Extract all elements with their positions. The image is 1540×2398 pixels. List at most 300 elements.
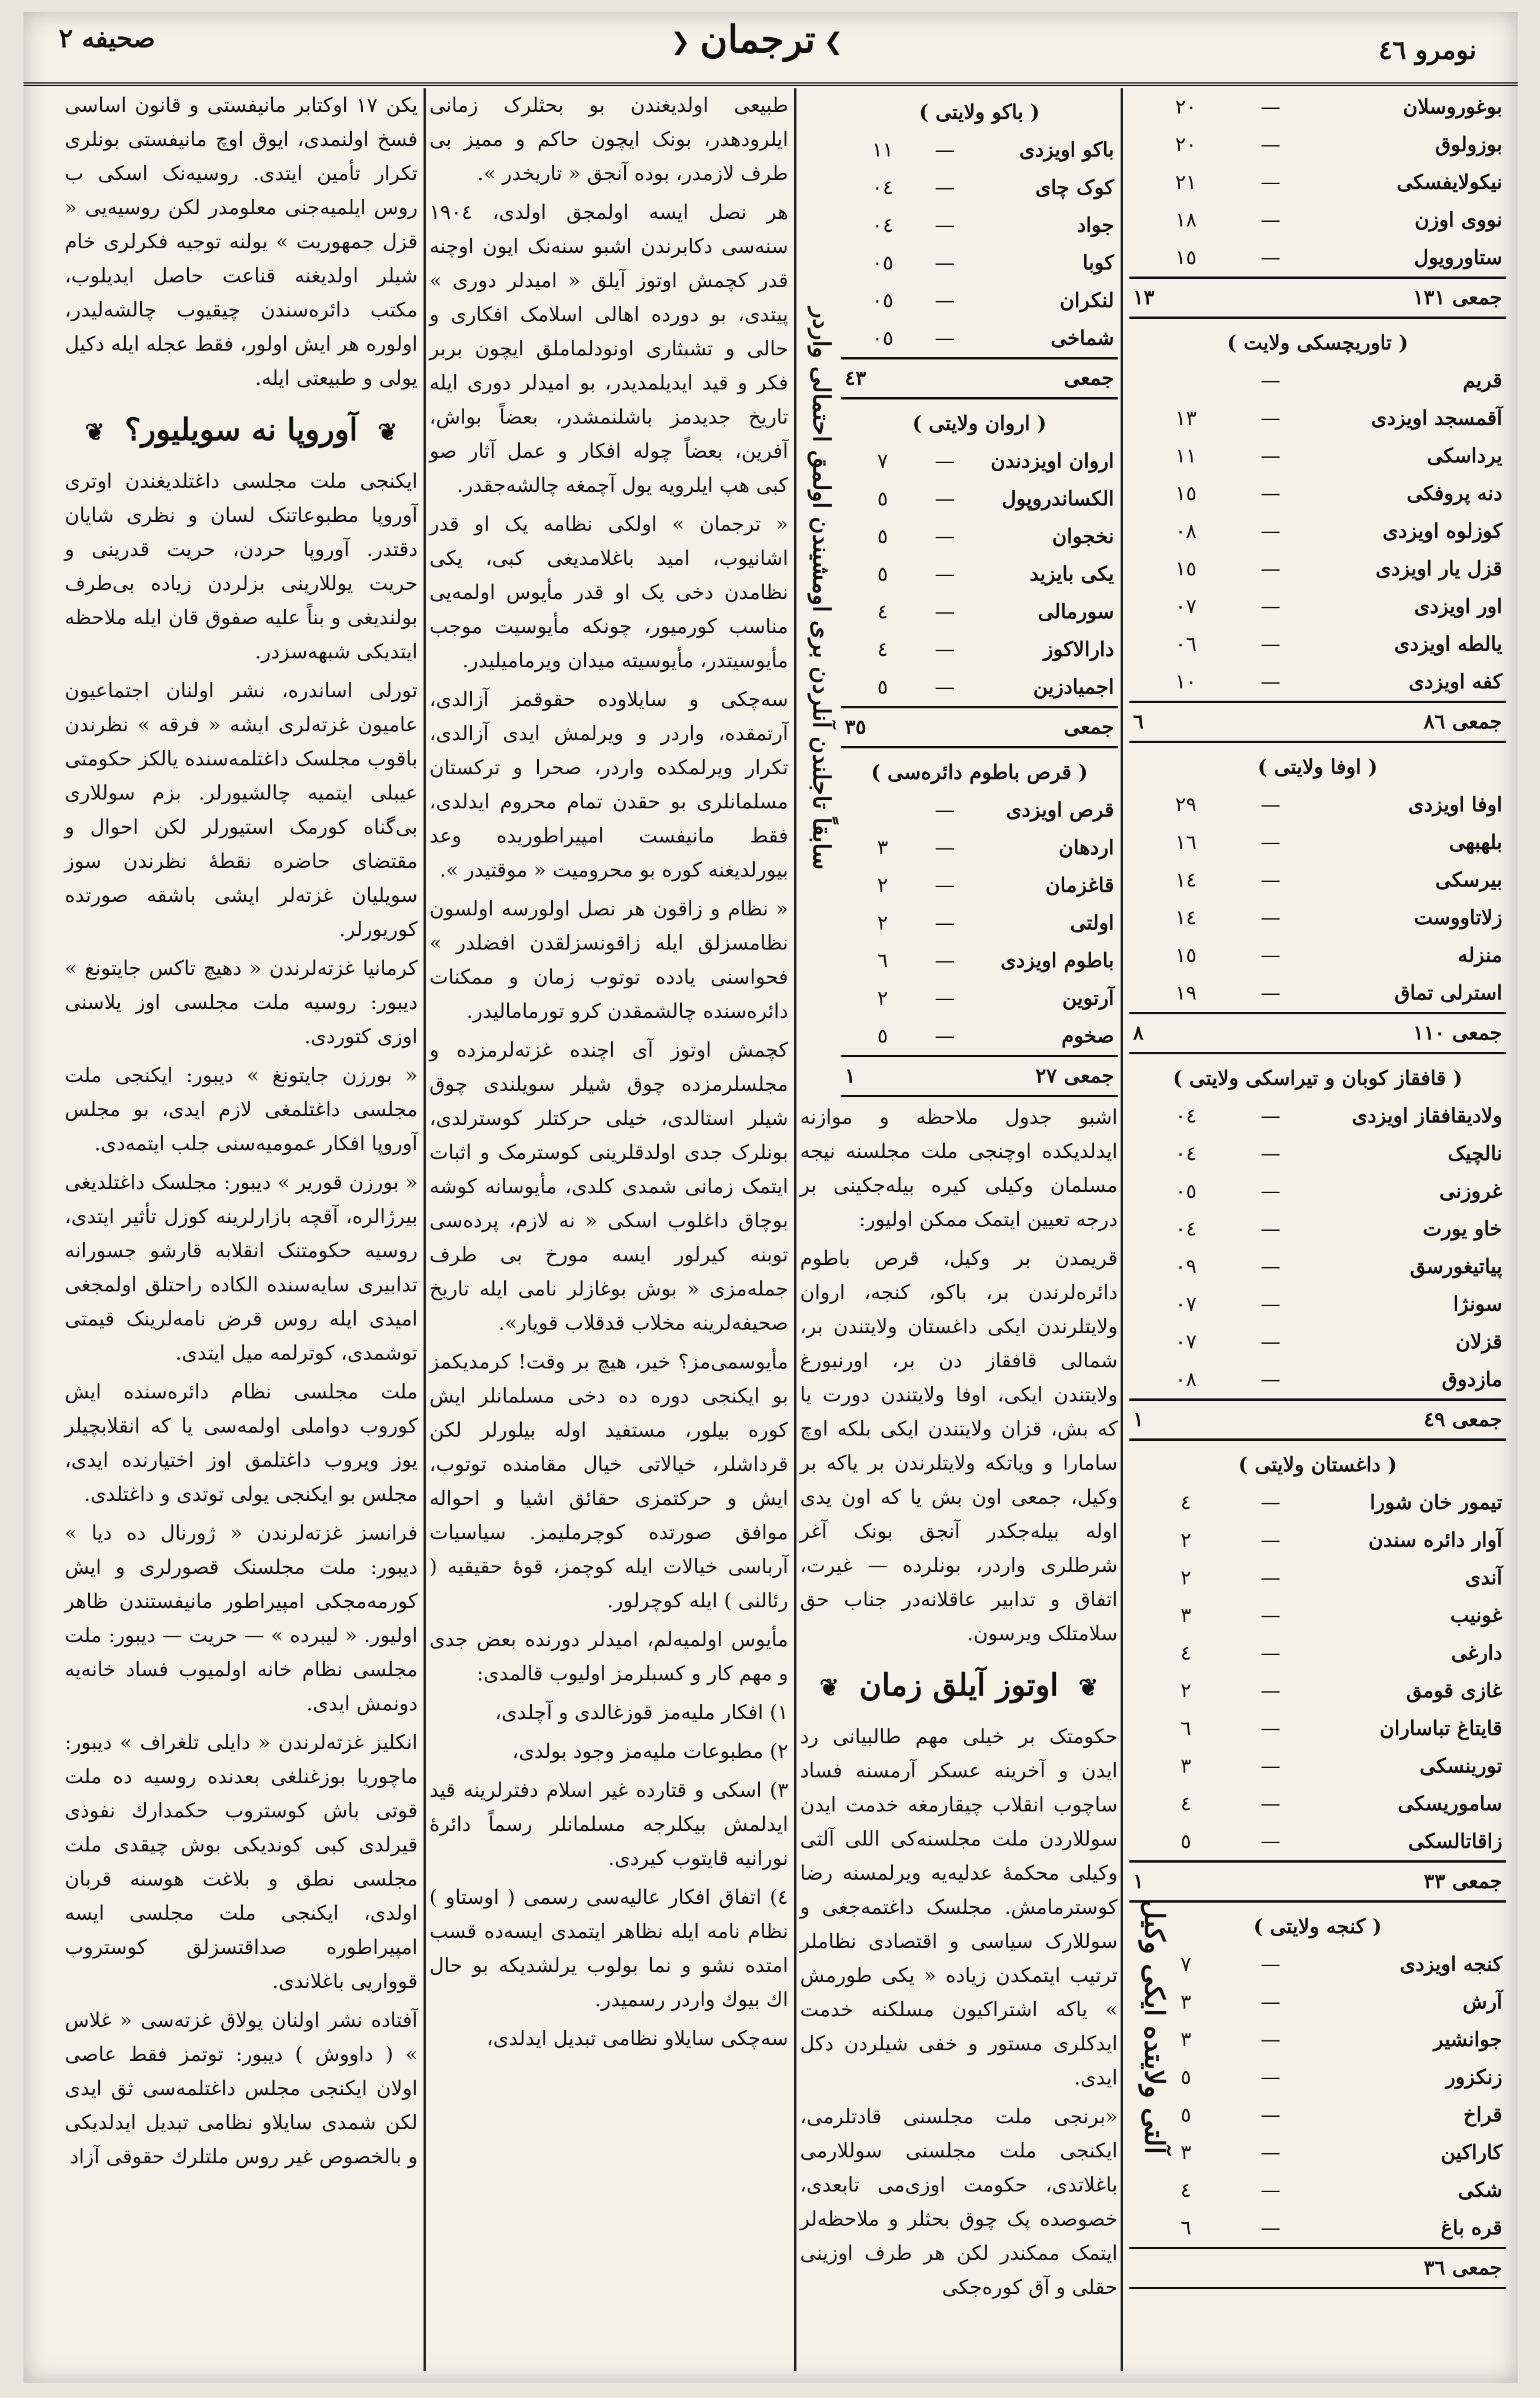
dash-separator: — [1261, 670, 1281, 694]
district-count: ٠٦ [1175, 632, 1197, 656]
district-name: ستاورویول [1414, 246, 1502, 269]
district-name: اروان اویزدندن [990, 449, 1114, 473]
district-count: ١٥ [1175, 557, 1197, 581]
district-count: ٠٨ [1175, 519, 1197, 543]
table-total-row [1129, 1400, 1506, 1440]
dash-separator: — [935, 525, 955, 548]
total-label: جمعی ٤٩ [1242, 1400, 1506, 1440]
district-name: قرص اویزدی [1006, 798, 1114, 822]
district-name: اولتی [1070, 911, 1114, 935]
dash-separator: — [935, 138, 955, 162]
article-paragraph: حکومتک بر خیلی مهم طالبیانی رد ایدن و آخرینه عسکر آرمسنه فساد ساچوب انقلاب چیقارمغه خدمت ایدن سوللاردن ملت مجلسنه‌کی اللی آلتی وکیلی محکمهٔ عدلیه‌یه ویرلمسنه رضا کوسترمامش. مجلسک داغتمه‌جغی و سوللارک سیاسی و اقتصادی نظاملر ترتیب ایتمکدن زیاده « یکی طورمش » یاکه اشتراکیون مسلکنه خدمت ایدکلری مستور و خفی شیلردن دکل ایدی. [800, 1725, 1118, 2090]
total-label: جمعی [924, 358, 1118, 398]
dash-separator: — [1261, 1330, 1281, 1354]
district-count: ٤ [1180, 1641, 1192, 1665]
total-label: جمعی ٣٣ [1242, 1861, 1506, 1901]
table-row [1129, 1210, 1506, 1248]
district-count: ٢٩ [1175, 793, 1197, 817]
table-row [1129, 1823, 1506, 1861]
dash-separator: — [1261, 519, 1281, 543]
section-heading-text: ( کنجه ولایتی ) [1253, 1915, 1382, 1939]
district-count: ٠٤ [872, 176, 894, 199]
dash-separator: — [1261, 1953, 1281, 1976]
table-total-row [841, 1056, 1118, 1096]
total-value: ٤٣ [841, 358, 924, 398]
dash-separator: — [1261, 2066, 1281, 2089]
district-count: ١١ [872, 138, 894, 162]
table-row [1129, 126, 1506, 164]
district-count [1129, 362, 1242, 399]
dash-separator: — [1261, 482, 1281, 505]
table-section-heading [1129, 1053, 1506, 1097]
article-paragraph: طبیعی اولدیغندن بو بحثلرک زمانی ایلرودهدر، بونک ایچون حاکم و ممیز بی طرف لازمدر، بوده آنجق « تاریخدر ». [429, 94, 788, 185]
district-count: ٥ [877, 525, 888, 548]
table-row [1129, 437, 1506, 475]
table-row [1129, 2059, 1506, 2096]
column-4 [65, 88, 418, 2179]
ornament-icon: ❦ [819, 1674, 839, 1701]
district-count: ٦ [1180, 2216, 1192, 2240]
dash-separator: — [1261, 1180, 1281, 1203]
district-count: ١٥ [1175, 482, 1197, 505]
district-count: ٢ [1180, 1528, 1192, 1552]
list-item: ٢) مطبوعات ملیه‌مز وجود بولدی، [512, 1740, 788, 1763]
table-row [1129, 974, 1506, 1013]
district-name: آقمسجد اویزدی [1371, 407, 1502, 430]
table-row [1129, 1946, 1506, 1983]
dash-separator: — [1261, 1792, 1281, 1816]
total-label: جمعی ٣٦ [1242, 2248, 1506, 2288]
district-name: بیرسکی [1435, 868, 1502, 892]
total-label: جمعی [924, 707, 1118, 747]
table-row [1129, 1634, 1506, 1672]
dash-separator: — [1261, 981, 1281, 1005]
newspaper-page [24, 12, 1518, 2383]
table-row [1129, 2171, 1506, 2209]
district-name: ولادیقافقاز اویزدی [1352, 1104, 1502, 1128]
dash-separator: — [1261, 1142, 1281, 1165]
district-name: اور اویزدی [1414, 595, 1502, 618]
dash-separator: — [1261, 1604, 1281, 1627]
district-name: نووی اوزن [1414, 208, 1502, 232]
district-name: شکی [1458, 2179, 1502, 2202]
table-row [1129, 1672, 1506, 1710]
district-name: نخجوان [1052, 525, 1114, 548]
district-count: ٢٠ [1175, 133, 1197, 156]
district-name: دارالاکوز [1043, 638, 1114, 661]
district-name: جوانشیر [1434, 2028, 1502, 2051]
ornament-icon: ❦ [378, 418, 398, 446]
district-name: صخوم [1061, 1024, 1114, 1048]
district-name: غروزنی [1439, 1180, 1502, 1203]
list-item: ٤) اتفاق افکار عالیه‌سی رسمی ( اوستاو ) نظام نامه ایله نظاهر ایتمدی ایسه‌ده قسب امتده نشو و نما بولوب یرلشدیکه بو حال اك بیوك واردر رسمیدر. [429, 1886, 788, 2011]
table-row [1129, 861, 1506, 899]
column-2-vertical-note: سابقاً تاجلندن آنلردن بری اومشیندن اولمق احتمالی واردر [808, 307, 835, 870]
total-value: ١ [1129, 1400, 1242, 1440]
dash-separator: — [1261, 1679, 1281, 1703]
table-section-heading [1129, 1901, 1506, 1946]
district-count: ٤ [877, 638, 888, 661]
article-paragraph: اشبو جدول ملاحظه و موازنه ایدلدیکده اوچنجی ملت مجلسنه نیجه مسلمان وکیلی کیره بیله‌جکینی بر درجه تعیین ایتمک ممکن اولیور: [800, 1105, 1118, 1231]
table-row [1129, 937, 1506, 974]
table-section-heading [841, 88, 1118, 131]
table-section-heading [1129, 742, 1506, 786]
article-paragraph: مأیوس اولمیه‌لم، امیدلر دورنده بعض جدی و مهم کار و کسبلرمز اولیوب قالمدی: [429, 1628, 788, 1686]
table-row [1129, 1521, 1506, 1559]
table-row [841, 518, 1118, 555]
table-row [1129, 824, 1506, 861]
column-rule [1121, 88, 1123, 2371]
district-name: آرش [1462, 1990, 1502, 2014]
district-count: ٠٤ [872, 214, 894, 237]
district-name: پیاتیغورسق [1409, 1255, 1502, 1278]
dash-separator: — [935, 874, 955, 897]
dash-separator: — [1261, 1990, 1281, 2014]
table-total-row [1129, 2248, 1506, 2288]
table-total-row [841, 358, 1118, 398]
table-row [1129, 1323, 1506, 1361]
district-count: ١٤ [1175, 868, 1197, 892]
dash-separator: — [1261, 1830, 1281, 1853]
district-name: کاراکین [1441, 2141, 1502, 2164]
dash-separator: — [935, 798, 955, 822]
district-count: ٠٩ [1175, 1255, 1197, 1278]
table-row [1129, 1173, 1506, 1210]
district-name: آرتوین [1062, 987, 1114, 1010]
table-row [1129, 2096, 1506, 2134]
table-row [841, 980, 1118, 1017]
dash-separator: — [1261, 1293, 1281, 1316]
district-name: شماخی [1051, 327, 1114, 350]
table-row [1129, 1285, 1506, 1323]
table-total-row [1129, 278, 1506, 318]
dash-separator: — [935, 487, 955, 511]
district-name: نالچیک [1448, 1142, 1502, 1165]
district-count: ٢ [877, 874, 888, 897]
district-name: قزلان [1455, 1330, 1502, 1354]
dash-separator: — [1261, 2028, 1281, 2051]
total-value: ٣٥ [841, 707, 924, 747]
district-count: ٠٥ [872, 327, 894, 350]
column-rule [794, 88, 796, 2371]
district-count: ٧ [877, 449, 888, 473]
table-row [1129, 1710, 1506, 1747]
table-row [841, 1017, 1118, 1056]
table-total-row [1129, 702, 1506, 742]
heading-text: آوروپا نه سویلیور؟ [124, 412, 358, 448]
table-row [1129, 588, 1506, 625]
district-count: ٤ [877, 600, 888, 624]
total-value: ٦ [1129, 702, 1242, 742]
table-row [1129, 512, 1506, 550]
table-row [841, 942, 1118, 980]
ornament-icon: ❦ [1078, 1674, 1098, 1701]
district-count: ٣ [1180, 1604, 1192, 1627]
column-2 [800, 88, 1118, 2371]
dash-separator: — [1261, 171, 1281, 194]
district-name: خاو یورت [1422, 1217, 1502, 1241]
page-number: صحيفه ٢ [59, 24, 155, 54]
district-name: سونژا [1453, 1293, 1502, 1316]
dash-separator: — [935, 836, 955, 860]
table-row [841, 442, 1118, 480]
table-row [1129, 475, 1506, 512]
dash-separator: — [935, 949, 955, 972]
table-row [1129, 1484, 1506, 1521]
table-row [1129, 1597, 1506, 1634]
article-paragraph: «برنجی ملت مجلسنی قادتلرمی، ایکنجی ملت مجلسنی سوللارمی باغلاتدی، حکومت اوزی‌می تابعدی، خصوصده پک چوق بحثلر و ملاحظه‌لر ایتمک ممکندر لکن هر طرف اوزینی حقلی و آق کوره‌جکی [800, 2105, 1118, 2299]
article-heading [800, 1667, 1118, 1703]
district-name: الکساندروپول [1001, 487, 1114, 511]
issue-number: نومرو ٤٦ [1378, 35, 1476, 65]
dash-separator: — [935, 600, 955, 624]
total-value: ١ [841, 1056, 924, 1096]
district-name: زلاتاووست [1414, 906, 1502, 930]
district-name: اجمیادزین [1033, 675, 1114, 699]
table-row [841, 244, 1118, 282]
total-value: ١٣ [1129, 278, 1242, 318]
table-section-heading [841, 398, 1118, 442]
dash-separator: — [935, 562, 955, 586]
district-count: ٢ [877, 911, 888, 935]
district-count: ١٦ [1175, 831, 1197, 854]
district-name: یرداسکی [1426, 444, 1502, 468]
district-count: ٥ [1180, 1830, 1192, 1853]
dash-separator: — [1261, 632, 1281, 656]
article-paragraph: ملت مجلسی نظام دائره‌سنده ایش کوروب دواملی اولمه‌سی یا که انقلابچیلر یوز ویروب داغتلمق اوز اختیارنده ایدی، مجلس بو ایکنجی یولی توتدی و داغتلدی. [65, 1380, 418, 1506]
district-name: تیمور خان شورا [1369, 1491, 1502, 1514]
table-row [1129, 1097, 1506, 1135]
district-count: ٥ [1180, 2066, 1192, 2089]
table-row [1129, 399, 1506, 437]
dash-separator: — [1261, 2216, 1281, 2240]
table-row [1129, 786, 1506, 824]
district-name: کوزلوه اویزدی [1382, 519, 1502, 543]
district-count: ٣ [1180, 1754, 1192, 1778]
section-heading-text: ( تاوریچسکی ولایت ) [1227, 331, 1408, 355]
section-heading-text: ( باکو ولایتی ) [919, 101, 1040, 124]
dash-separator: — [1261, 793, 1281, 817]
district-count: ١٥ [1175, 246, 1197, 269]
constituency-table-1 [1129, 88, 1506, 2289]
article-paragraph: « ترجمان » اولکی نظامه یک او قدر اشانیوب، امید باغلامدیغی کبی، یکی نظامدن دخی یک او قدر مأیوس اولمه‌یی مناسب کورمیور، چونکه مأیوسیت موجب مأیوسیتدر، مأیوسیته میدان ویرمامیلیدر. [429, 512, 788, 672]
column-2-table-wrap [841, 88, 1118, 1097]
district-name: تورینسکی [1419, 1754, 1502, 1778]
district-name: کنجه اویزدی [1399, 1953, 1502, 1976]
district-count: ٠٧ [1175, 1293, 1197, 1316]
district-count [841, 791, 924, 829]
district-name: قریم [1462, 369, 1502, 392]
section-heading-text: ( داغستان ولایتی ) [1238, 1453, 1397, 1477]
district-count: ٥ [877, 1024, 888, 1048]
table-row [1129, 2134, 1506, 2171]
article-heading [65, 412, 418, 448]
dash-separator: — [1261, 868, 1281, 892]
article-paragraph: آفتاده نشر اولنان یولاق غزته‌سی « غلاس » ( داووش ) دیبور: توتمز فقط عاصی اولان ایکنجی مجلس داغتلمه‌سی ثق ایدی لکن شمدی سایلاو نظامی تبدیل ایدلدیکی و بالخصوص غیر روس ملتلرك حقوقی آزاد [65, 2009, 418, 2169]
ornament-icon: ❦ [85, 418, 105, 446]
district-name: باطوم اویزدی [1000, 949, 1114, 972]
district-name: سورمالی [1038, 600, 1114, 624]
dash-separator: — [935, 675, 955, 699]
table-row [841, 480, 1118, 518]
table-row [1129, 1248, 1506, 1285]
table-row [1129, 164, 1506, 201]
district-count: ٤ [1180, 1491, 1192, 1514]
table-row [841, 867, 1118, 904]
district-count: ١٥ [1175, 944, 1197, 967]
table-section-heading [1129, 1440, 1506, 1484]
district-count: ٣ [1180, 2141, 1192, 2164]
district-count: ٠٥ [1175, 1180, 1197, 1203]
column-1-table [1129, 88, 1506, 2289]
table-row [1129, 1559, 1506, 1597]
district-count: ٠٤ [1175, 1104, 1197, 1128]
district-name: بوزولوق [1435, 133, 1502, 156]
ornament-icon: ❮ [671, 28, 691, 55]
table-row [841, 555, 1118, 593]
article-paragraph: سه‌چکی سایلاو نظامی تبدیل ایدلدی، [486, 2027, 788, 2050]
district-name: دنه پروفکی [1406, 482, 1502, 505]
district-count: ٣ [1180, 1990, 1192, 2014]
dash-separator: — [1261, 1566, 1281, 1590]
article-paragraph: تورلی اساندره، نشر اولنان اجتماعیون عامیون غزته‌لری ایشه « فرقه » نظرندن باقوب مجلسک داغتلمه‌سنده یالکز حکومتی عیبلی ایتمیه چالشیورلر. بزم سوللاری بی‌گناه کورمک استیورلر لکن احوال و مقتضای حاضره نقطهٔ نظرندن سوز سویلیان غزته‌لر ایشی باشقه صورتده کوریورلر. [65, 679, 418, 941]
table-row [1129, 1983, 1506, 2021]
article-paragraph: کچمش اوتوز آی اچنده غزته‌لرمزده و مجلسلرمزده چوق شیلر سویلندی چوق شیلر استالدی، خیلی حرکتلر کوسترلدی، بونلرک جدی اولدقلرینی کوسترمک و اثبات ایتمک زمانی شمدی کلدی، مأیوسانه کوشه بوچاق داغلوب اسکی « نه لازم، پرده‌سی توبنه کیرلور ایسه مورخ بی طرف جمله‌مزی « بوش بوغازلر نامی ایله تاریخ صحیفه‌لرینه مخلاب قدقلاب قویار». [429, 1038, 788, 1335]
dash-separator: — [1261, 831, 1281, 854]
table-row [841, 593, 1118, 631]
district-count: ٣ [877, 836, 888, 860]
dash-separator: — [1261, 595, 1281, 618]
district-name: زنکزور [1445, 2066, 1502, 2089]
district-name: آندی [1465, 1566, 1502, 1590]
district-name: غونیب [1450, 1604, 1502, 1627]
table-row [1129, 362, 1506, 399]
section-heading-text: ( قرص باطوم دائره‌سی ) [871, 761, 1088, 784]
district-name: کفه اویزدی [1408, 670, 1502, 694]
district-count: ١٩ [1175, 981, 1197, 1005]
dash-separator: — [935, 1024, 955, 1048]
dash-separator: — [1261, 2103, 1281, 2127]
district-count: ٠٨ [1175, 1368, 1197, 1391]
dash-separator: — [1261, 1255, 1281, 1278]
table-section-heading [1129, 318, 1506, 362]
table-section-heading [841, 747, 1118, 791]
district-name: کوک چای [1035, 176, 1114, 199]
district-name: اوفا اویزدی [1408, 793, 1502, 817]
table-row [841, 631, 1118, 668]
dash-separator: — [935, 638, 955, 661]
table-row [841, 791, 1118, 829]
district-name: اردهان [1058, 836, 1114, 860]
dash-separator: — [935, 214, 955, 237]
article-paragraph: مأیوسمی‌مز؟ خیر، هیچ بر وقت! کرمدیکمز بو ایکنجی دوره ده دخی مسلمانلر ایش کوره بیلور، مستفید اوله بیلورلر لکن قرداشلر، خیالاتی خیال مقامنده توتوب، ایش و حرکتمزی حقائق اشیا و احواله موافق صورتده کوچرملیمز. سیاسیات آرباسی خیالات ایله کوچمز، قوهٔ حقیقیه ( رئالنی ) ایله کوچرلور. [429, 1350, 788, 1613]
table-total-row [1129, 1013, 1506, 1053]
dash-separator: — [1261, 246, 1281, 269]
district-name: جواد [1076, 214, 1114, 237]
column-2-article [800, 1100, 1118, 2309]
table-row [841, 319, 1118, 358]
dash-separator: — [1261, 1754, 1281, 1778]
table-row [1129, 88, 1506, 126]
district-count: ٠٤ [1175, 1142, 1197, 1165]
constituency-table-2 [841, 88, 1118, 1097]
district-count: ٠٧ [1175, 1330, 1197, 1354]
district-name: آوار دائره سندن [1368, 1528, 1502, 1552]
section-heading-text: ( اروان ولایتی ) [912, 412, 1047, 435]
table-row [841, 668, 1118, 707]
district-name: غازی قومق [1406, 1679, 1502, 1703]
article-paragraph: ایکنجی ملت مجلسی داغتلدیغندن اوتری آوروپا مطبوعاتنک لسان و نظری شایان دقتدر. آوروپا حردن، حریت قدرینی و حریت یوللارینی بزلردن زیاده بی‌طرف بولندیغی و بناً علیه صفوق قان ایله ملاحظه ایتدیکی شبهه‌سزدر. [65, 469, 418, 664]
column-rule [424, 88, 426, 2371]
ornament-icon: ❯ [824, 28, 844, 55]
article-paragraph: یکن ١٧ اوکتابر مانیفستی و قانون اساسی فسخ اولنمدی، ایوق اوچ مانیفستی بونلری تکرار تأمین ایتدی. روسیه‌نک اسکی ب روس ایلمیه‌جنی معلومدر لکن روسیه‌یی « قزل جمهوریت » یولنه توجیه فکرلری خام شیلر اولدیغنه قناعت حاصل ایدیلوب، مکتب دائره‌سندن چیقیوب چالشه‌لیدر، اولوره هر ایش اولور، فقط عجله ایله دکیل یولی و طبیعتی ایله. [65, 94, 418, 390]
table-row [1129, 201, 1506, 239]
district-count: ٢١ [1175, 171, 1197, 194]
table-row [1129, 550, 1506, 588]
district-name: بوغوروسلان [1403, 95, 1502, 119]
district-name: ساموریسکی [1398, 1792, 1502, 1816]
district-count: ٠٤ [1175, 1217, 1197, 1241]
newspaper-title: ترجمان [700, 18, 816, 62]
table-row [1129, 2209, 1506, 2248]
table-row [1129, 1747, 1506, 1785]
list-item: ٣) اسکی و قتارده غیر اسلام دفترلرینه قید ایدلمش بیکلرجه مسلمانلر رسماً دائرهٔ نورانیه قایتوب کیردی. [429, 1778, 788, 1870]
district-name: مازدوق [1442, 1368, 1502, 1391]
article-paragraph: سه‌چکی و سایلاوده حقوقمز آزالدی، آرتمقده، واردر و ویرلمش ایدی آزالدی، تکرار ویرلمکده واردر، صحرا و ترکستان مسلمانلری بو حقدن تمام محروم ایدلدی، فقط مانیفست امپیراطوریده وعد بیورلدیغنه کوره بو محرومیت « موقتیدر ». [429, 688, 788, 882]
total-label: جمعی ٢٧ [924, 1056, 1118, 1096]
district-name: قایتاغ تباساران [1379, 1717, 1502, 1740]
dash-separator: — [935, 987, 955, 1010]
dash-separator: — [1261, 208, 1281, 232]
district-name: بلهبهی [1449, 831, 1502, 854]
table-row [841, 829, 1118, 867]
dash-separator: — [1261, 944, 1281, 967]
district-count: ٤ [1180, 1792, 1192, 1816]
district-count: ٣ [1180, 2028, 1192, 2051]
total-label: جمعی ٨٦ [1242, 702, 1506, 742]
district-count: ٥ [1180, 2103, 1192, 2127]
dash-separator: — [1261, 1641, 1281, 1665]
dash-separator: — [935, 251, 955, 275]
table-row [841, 131, 1118, 169]
district-count: ١٤ [1175, 906, 1197, 930]
district-count: ٤ [1180, 2179, 1192, 2202]
district-count: ٢٠ [1175, 95, 1197, 119]
article-paragraph: فرانسز غزته‌لرندن « ژورنال ده دیا » دیبور: ملت مجلسنک قصورلری و ایش کورمه‌مجکی امپیراطور مانیفستندن ظاهر اولیور. « لیبرده » — حریت — دیبور: ملت مجلسی نظام خانه اولمیوب فساد خانه‌یه دونمش ایدی. [65, 1521, 418, 1716]
dash-separator: — [1261, 369, 1281, 392]
district-count: ٥ [877, 675, 888, 699]
table-row [1129, 899, 1506, 937]
district-name: نیکولایفسکی [1396, 171, 1502, 194]
table-row [841, 207, 1118, 244]
district-count: ٦ [877, 949, 888, 972]
list-item: ١) افکار ملیه‌مز قوزغالدی و آچلدی، [495, 1701, 788, 1724]
article-paragraph: قریمدن بر وکیل، قرص باطوم دائره‌لرندن بر، باکو، کنجه، اروان ولایتلرندن ایکی داغستان ولایتندن بر، شمالی قافقاز دن بر، اورنبورغ ولایتندن ایکی، اوفا ولایتندن دورت یا که بش، قزان ولایتندن ایکی بلکه اوچ سامارا و ویاتکه ولایتلرندن بر یاکه بر وکیل، جمعی اون بش یا که اون یدی اوله بیله‌جکدر آنجق بونک آغر شرطلری واردر، بونلرده — غیرت، اتفاق و تدابیر عاقلانه‌در جناب حق سلامتلک ویرسون. [800, 1247, 1118, 1646]
district-count: ٥ [877, 562, 888, 586]
table-total-row [841, 707, 1118, 747]
heading-text: اوتوز آیلق زمان [859, 1667, 1059, 1703]
district-name: استرلی تماق [1394, 981, 1502, 1005]
table-row [1129, 2021, 1506, 2059]
masthead [24, 12, 1518, 86]
district-name: قزل یار اویزدی [1375, 557, 1502, 581]
article-paragraph: انکلیز غزته‌لرندن « دایلی تلغراف » دیبور: ماچوریا بوزغنلغی بعدنده روسیه ده ملت قوتی باش کوستروب حکمدارك نفوذی قیرلدی کبی کوندیکی بوش چیقدی ملت مجلسی نطق و بلاغت هوسنه قربان اولدی، ایکنجی ملت مجلسی ایسه امپیراطوره صداقتسزلق کوستروب قوواریی باغلاندی. [65, 1731, 418, 1993]
article-paragraph: هر نصل ایسه اولمجق اولدی، ١٩٠٤ سنه‌سی دکابرندن اشبو سنه‌نک ایون اوچنه قدر کچمش اوتوز آیلق « امیدلر دوری » پیتدی، بو دورده اهالی اسلامک افکاری و حالی و تشبثاری اونودلماملق ایچون بربر فکر و قید ایدیلمدیدر، بو امیدلر دوری ایله تاریخ جدیدمز باشلنمشدر، بعضاً بواش، آفرین، بعضاً چوله افکار و عمل آثار صو کبی هپ ایلرویه یول آچمغه چالشه‌جقدر. [429, 201, 788, 497]
column-3 [429, 88, 788, 2060]
district-count: ٥ [877, 487, 888, 511]
article-paragraph: « بورزن جایتونغ » دیبور: ایکنجی ملت مجلسی داغتلمغی لازم ایدی، بو مجلس آوروپا افکار عمومیه‌سنی جلب ایتمه‌دی. [65, 1064, 418, 1155]
section-heading-text: ( اوفا ولایتی ) [1257, 755, 1378, 779]
